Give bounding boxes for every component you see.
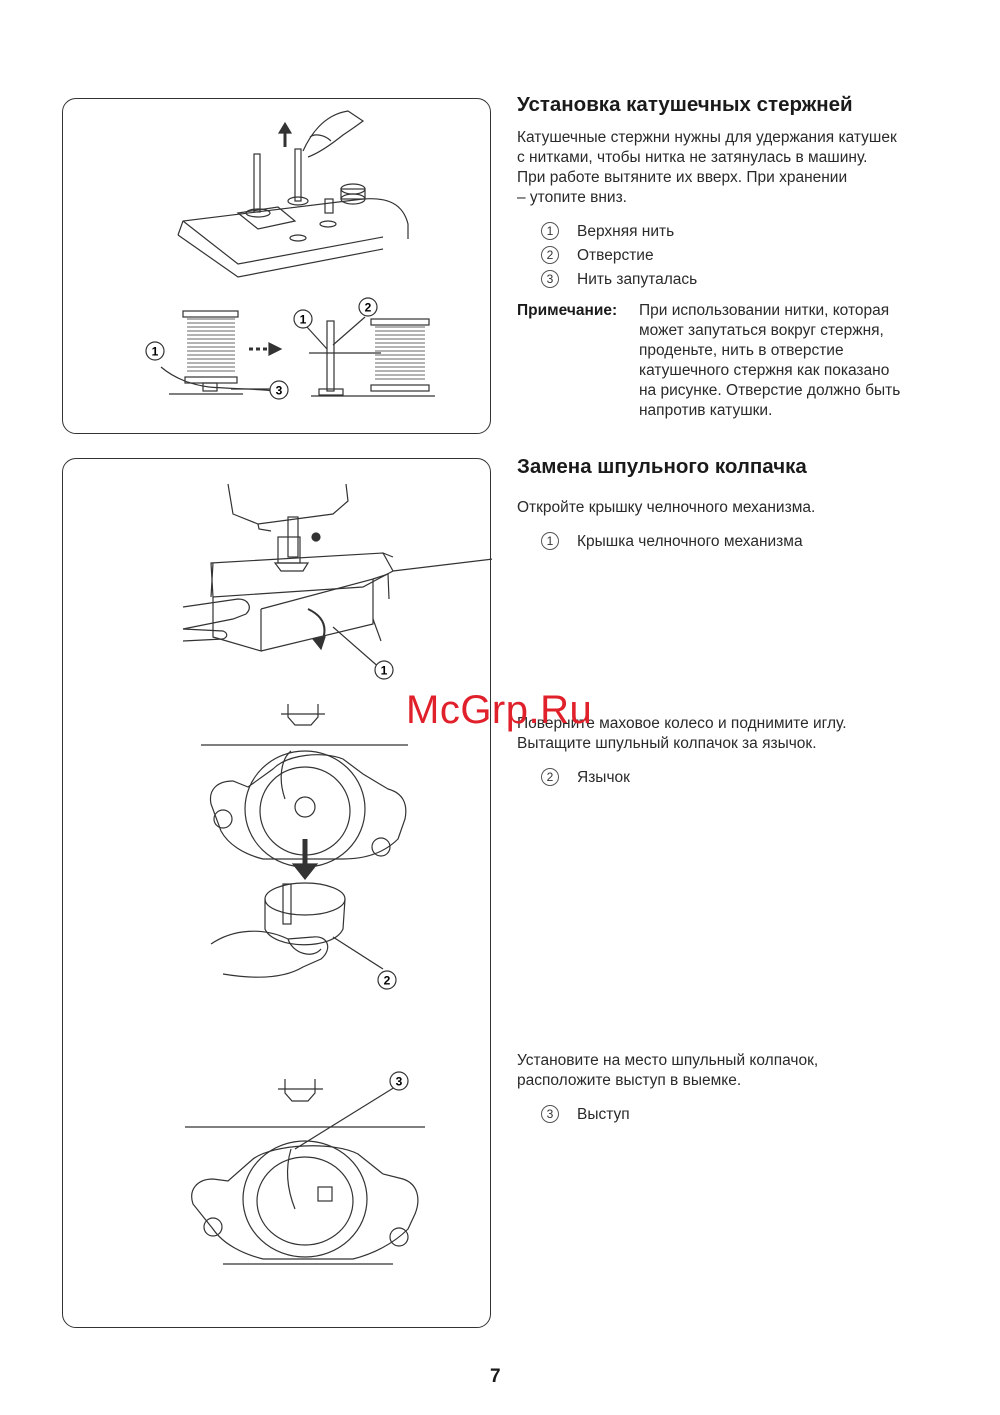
text-line: напротив катушки. bbox=[639, 402, 773, 419]
text-line: с нитками, чтобы нитка не затянулась в машину. bbox=[517, 149, 868, 166]
legend-number: 2 bbox=[541, 768, 559, 786]
figure-callout-1b bbox=[146, 342, 164, 360]
watermark: McGrp.Ru bbox=[406, 688, 593, 732]
figure-callout-stopper bbox=[390, 1072, 408, 1090]
legend-label: Выступ bbox=[577, 1106, 630, 1123]
legend-number: 3 bbox=[541, 270, 559, 288]
text-line: Откройте крышку челночного механизма. bbox=[517, 499, 816, 516]
text-line: расположите выступ в выемке. bbox=[517, 1072, 742, 1089]
text-line: При работе вытяните их вверх. При хранении bbox=[517, 169, 848, 186]
figure-callout-cover bbox=[375, 661, 393, 679]
text-line: проденьте, нить в отверстие bbox=[639, 342, 844, 359]
section-title-spool-pins: Установка катушечных стержней bbox=[517, 93, 853, 116]
text-line: Установите на место шпульный колпачок, bbox=[517, 1052, 819, 1069]
text-line: Вытащите шпульный колпачок за язычок. bbox=[517, 735, 817, 752]
bobbin-case-figure-panel bbox=[62, 458, 491, 1328]
step1-text bbox=[517, 498, 815, 518]
svg-text:1: 1 bbox=[380, 663, 388, 678]
section1-intro bbox=[517, 128, 897, 208]
svg-text:1: 1 bbox=[151, 344, 159, 359]
note-label: Примечание: bbox=[517, 302, 618, 319]
figure-callout-1a bbox=[294, 310, 312, 328]
legend-number: 2 bbox=[541, 246, 559, 264]
legend-number: 1 bbox=[541, 532, 559, 550]
svg-text:3: 3 bbox=[395, 1074, 403, 1089]
page-number: 7 bbox=[490, 1366, 501, 1387]
step3-text bbox=[517, 1051, 818, 1091]
section-title-bobbin-case: Замена шпульного колпачка bbox=[517, 455, 807, 478]
legend-label: Нить запуталась bbox=[577, 271, 698, 288]
text-line: катушечного стержня как показано bbox=[639, 362, 890, 379]
text-line: Поверните маховое колесо и поднимите иглу. bbox=[517, 715, 847, 732]
legend-item bbox=[541, 246, 654, 266]
legend-number: 3 bbox=[541, 1105, 559, 1123]
legend-number: 1 bbox=[541, 222, 559, 240]
text-line: Катушечные стержни нужны для удержания катушек bbox=[517, 129, 897, 146]
spool-pin-illustration bbox=[63, 99, 492, 435]
bobbin-case-illustration bbox=[63, 459, 492, 1329]
legend-item bbox=[541, 768, 630, 788]
text-line: При использовании нитки, которая bbox=[639, 302, 890, 319]
legend-item bbox=[541, 222, 674, 242]
legend-item bbox=[541, 532, 803, 552]
svg-text:2: 2 bbox=[383, 973, 391, 988]
text-line: может запутаться вокруг стержня, bbox=[639, 322, 884, 339]
svg-text:1: 1 bbox=[299, 312, 307, 327]
svg-text:3: 3 bbox=[275, 383, 283, 398]
spool-pin-figure-panel bbox=[62, 98, 491, 434]
legend-item bbox=[541, 1105, 630, 1125]
legend-label: Крышка челночного механизма bbox=[577, 533, 803, 550]
text-line: – утопите вниз. bbox=[517, 189, 627, 206]
note-body bbox=[639, 301, 900, 421]
text-line: на рисунке. Отверстие должно быть bbox=[639, 382, 901, 399]
figure-callout-2 bbox=[359, 298, 377, 316]
legend-label: Верхняя нить bbox=[577, 223, 675, 240]
figure-callout-3 bbox=[270, 381, 288, 399]
svg-text:2: 2 bbox=[364, 300, 372, 315]
legend-label: Язычок bbox=[577, 769, 630, 786]
legend-item bbox=[541, 270, 697, 290]
figure-callout-latch bbox=[378, 971, 396, 989]
legend-label: Отверстие bbox=[577, 247, 654, 264]
